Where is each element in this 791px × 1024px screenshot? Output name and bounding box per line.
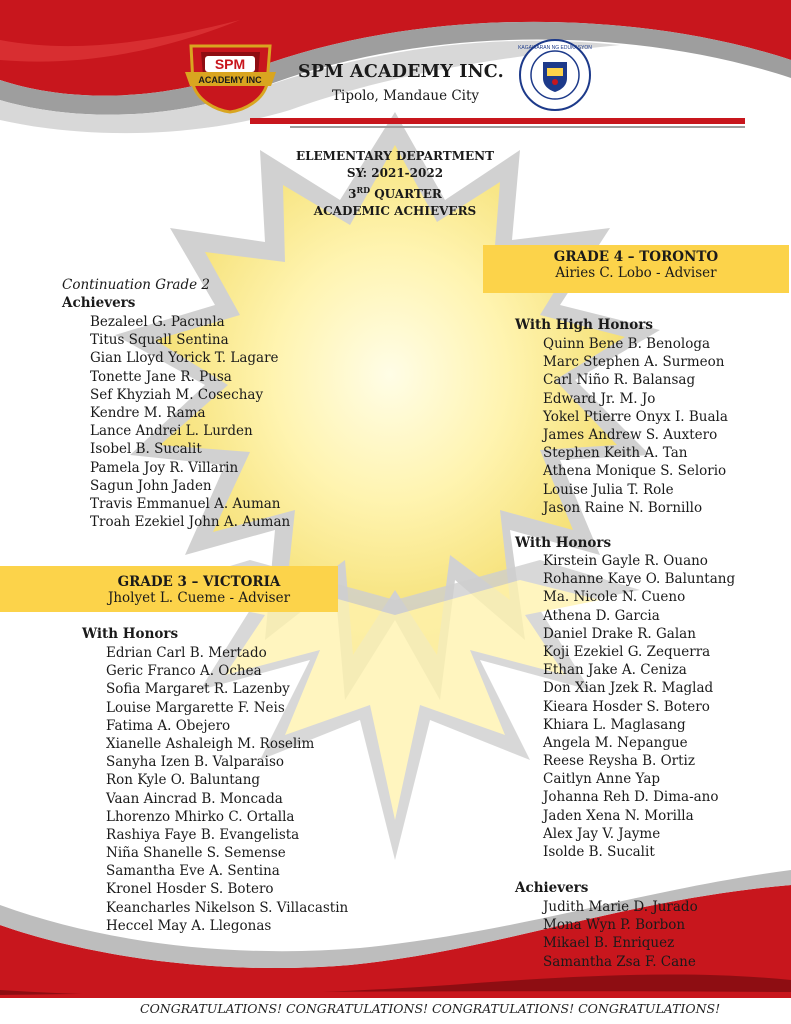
- school-location: Tipolo, Mandaue City: [332, 88, 480, 104]
- list-item: Khiara L. Maglasang: [543, 716, 686, 733]
- list-item: Alex Jay V. Jayme: [543, 825, 661, 842]
- list-item: James Andrew S. Auxtero: [543, 426, 718, 443]
- list-item: Vaan Aincrad B. Moncada: [106, 790, 283, 807]
- list-item: Edward Jr. M. Jo: [543, 390, 656, 407]
- list-item: Don Xian Jzek R. Maglad: [543, 680, 714, 697]
- document-heading: [250, 148, 540, 220]
- grade3-adviser: Jholyet L. Cueme - Adviser: [107, 590, 291, 606]
- list-item: Johanna Reh D. Dima-ano: [543, 789, 719, 806]
- list-item: Ma. Nicole N. Cueno: [543, 589, 686, 606]
- list-item: Troah Ezekiel John A. Auman: [90, 514, 291, 531]
- list-item: Yokel Ptierre Onyx I. Buala: [543, 408, 728, 425]
- congratulations-footer: CONGRATULATIONS! CONGRATULATIONS! CONGRATULATIONS! CONGRATULATIONS!: [140, 1001, 721, 1016]
- list-item: Lance Andrei L. Lurden: [90, 423, 253, 440]
- grade4-title: GRADE 4 – TORONTO: [553, 249, 719, 265]
- seal-text: KAGAWARAN NG EDUKASYON: [518, 45, 592, 51]
- school-name: SPM ACADEMY INC.: [298, 62, 504, 82]
- list-item: Marc Stephen A. Surmeon: [543, 354, 725, 371]
- list-item: Isolde B. Sucalit: [543, 844, 655, 860]
- list-item: Geric Franco A. Ochea: [106, 663, 262, 680]
- list-item: Lhorenzo Mhirko C. Ortalla: [106, 808, 295, 825]
- logo-text-top: SPM: [214, 56, 246, 72]
- grade4-adviser: Airies C. Lobo - Adviser: [555, 265, 717, 281]
- grade4-high-honors-heading: With High Honors: [515, 317, 653, 333]
- list-item: Sef Khyziah M. Cosechay: [90, 386, 264, 403]
- deped-seal-icon: [518, 38, 592, 112]
- list-item: Louise Margarette F. Neis: [106, 699, 285, 716]
- list-item: Pamela Joy R. Villarin: [90, 459, 239, 476]
- list-item: Judith Marie D. Jurado: [543, 899, 698, 915]
- school-logo-icon: [183, 42, 278, 114]
- grade3-title: GRADE 3 – VICTORIA: [117, 574, 281, 590]
- list-item: Samantha Eve A. Sentina: [106, 863, 280, 880]
- list-item: Sanyha Izen B. Valparaiso: [106, 754, 285, 771]
- heading-school-year: SY: 2021-2022: [346, 166, 444, 180]
- list-item: Mona Wyn P. Borbon: [543, 917, 686, 934]
- list-item: Ron Kyle O. Baluntang: [106, 772, 261, 789]
- list-item: Xianelle Ashaleigh M. Roselim: [106, 735, 315, 752]
- list-item: Niña Shanelle S. Semense: [106, 845, 286, 862]
- list-item: Athena D. Garcia: [543, 607, 660, 624]
- list-item: Isobel B. Sucalit: [90, 441, 202, 458]
- list-item: Daniel Drake R. Galan: [543, 625, 696, 642]
- list-item: Keancharles Nikelson S. Villacastin: [106, 899, 349, 916]
- list-item: Tonette Jane R. Pusa: [90, 368, 232, 385]
- list-item: Angela M. Nepangue: [543, 734, 688, 751]
- list-item: Athena Monique S. Selorio: [543, 463, 727, 480]
- list-item: Jaden Xena N. Morilla: [543, 807, 694, 824]
- list-item: Bezaleel G. Pacunla: [90, 314, 225, 330]
- list-item: Fatima A. Obejero: [106, 717, 231, 734]
- list-item: Rohanne Kaye O. Baluntang: [543, 571, 736, 588]
- grade4-honors-list: [543, 552, 735, 861]
- list-item: Sofia Margaret R. Lazenby: [106, 681, 290, 698]
- list-item: Gian Lloyd Yorick T. Lagare: [90, 350, 279, 367]
- list-item: Quinn Bene B. Benologa: [543, 336, 711, 352]
- heading-achievers: ACADEMIC ACHIEVERS: [313, 204, 477, 218]
- list-item: Mikael B. Enriquez: [543, 935, 675, 952]
- grade3-honors-list: [106, 644, 348, 935]
- grade2-continuation-label: Continuation Grade 2: [62, 277, 210, 293]
- list-item: Reese Reysha B. Ortiz: [543, 753, 695, 770]
- list-item: Louise Julia T. Role: [543, 481, 674, 498]
- grade4-high-honors-list: [543, 335, 728, 517]
- list-item: Kirstein Gayle R. Ouano: [543, 553, 708, 569]
- grade4-header-band: [483, 245, 789, 293]
- grade2-achievers-list: [90, 313, 290, 531]
- list-item: Kronel Hosder S. Botero: [106, 881, 274, 898]
- list-item: Carl Niño R. Balansag: [543, 372, 696, 389]
- logo-text-bottom: ACADEMY INC: [198, 75, 262, 85]
- list-item: Kieara Hosder S. Botero: [543, 698, 710, 715]
- grade4-honors-heading: With Honors: [515, 535, 612, 551]
- grade4-achievers-heading: Achievers: [515, 880, 589, 896]
- list-item: Sagun John Jaden: [90, 477, 212, 494]
- list-item: Edrian Carl B. Mertado: [106, 645, 267, 661]
- heading-quarter: 3RD QUARTER: [348, 185, 442, 201]
- grade3-honors-heading: With Honors: [82, 626, 179, 642]
- list-item: Kendre M. Rama: [90, 404, 206, 421]
- list-item: Travis Emmanuel A. Auman: [90, 495, 281, 512]
- grade2-achievers-heading: Achievers: [62, 295, 136, 311]
- list-item: Ethan Jake A. Ceniza: [543, 662, 687, 679]
- list-item: Stephen Keith A. Tan: [543, 445, 688, 462]
- list-item: Koji Ezekiel G. Zequerra: [543, 643, 711, 660]
- list-item: Titus Squall Sentina: [90, 332, 229, 349]
- list-item: Caitlyn Anne Yap: [543, 771, 661, 788]
- grade4-achievers-list: [543, 898, 698, 971]
- heading-department: ELEMENTARY DEPARTMENT: [295, 149, 495, 163]
- list-item: Samantha Zsa F. Cane: [543, 953, 696, 970]
- list-item: Heccel May A. Llegonas: [106, 917, 272, 934]
- grade3-header-band: [0, 566, 338, 612]
- list-item: Jason Raine N. Bornillo: [543, 499, 703, 516]
- list-item: Rashiya Faye B. Evangelista: [106, 826, 300, 843]
